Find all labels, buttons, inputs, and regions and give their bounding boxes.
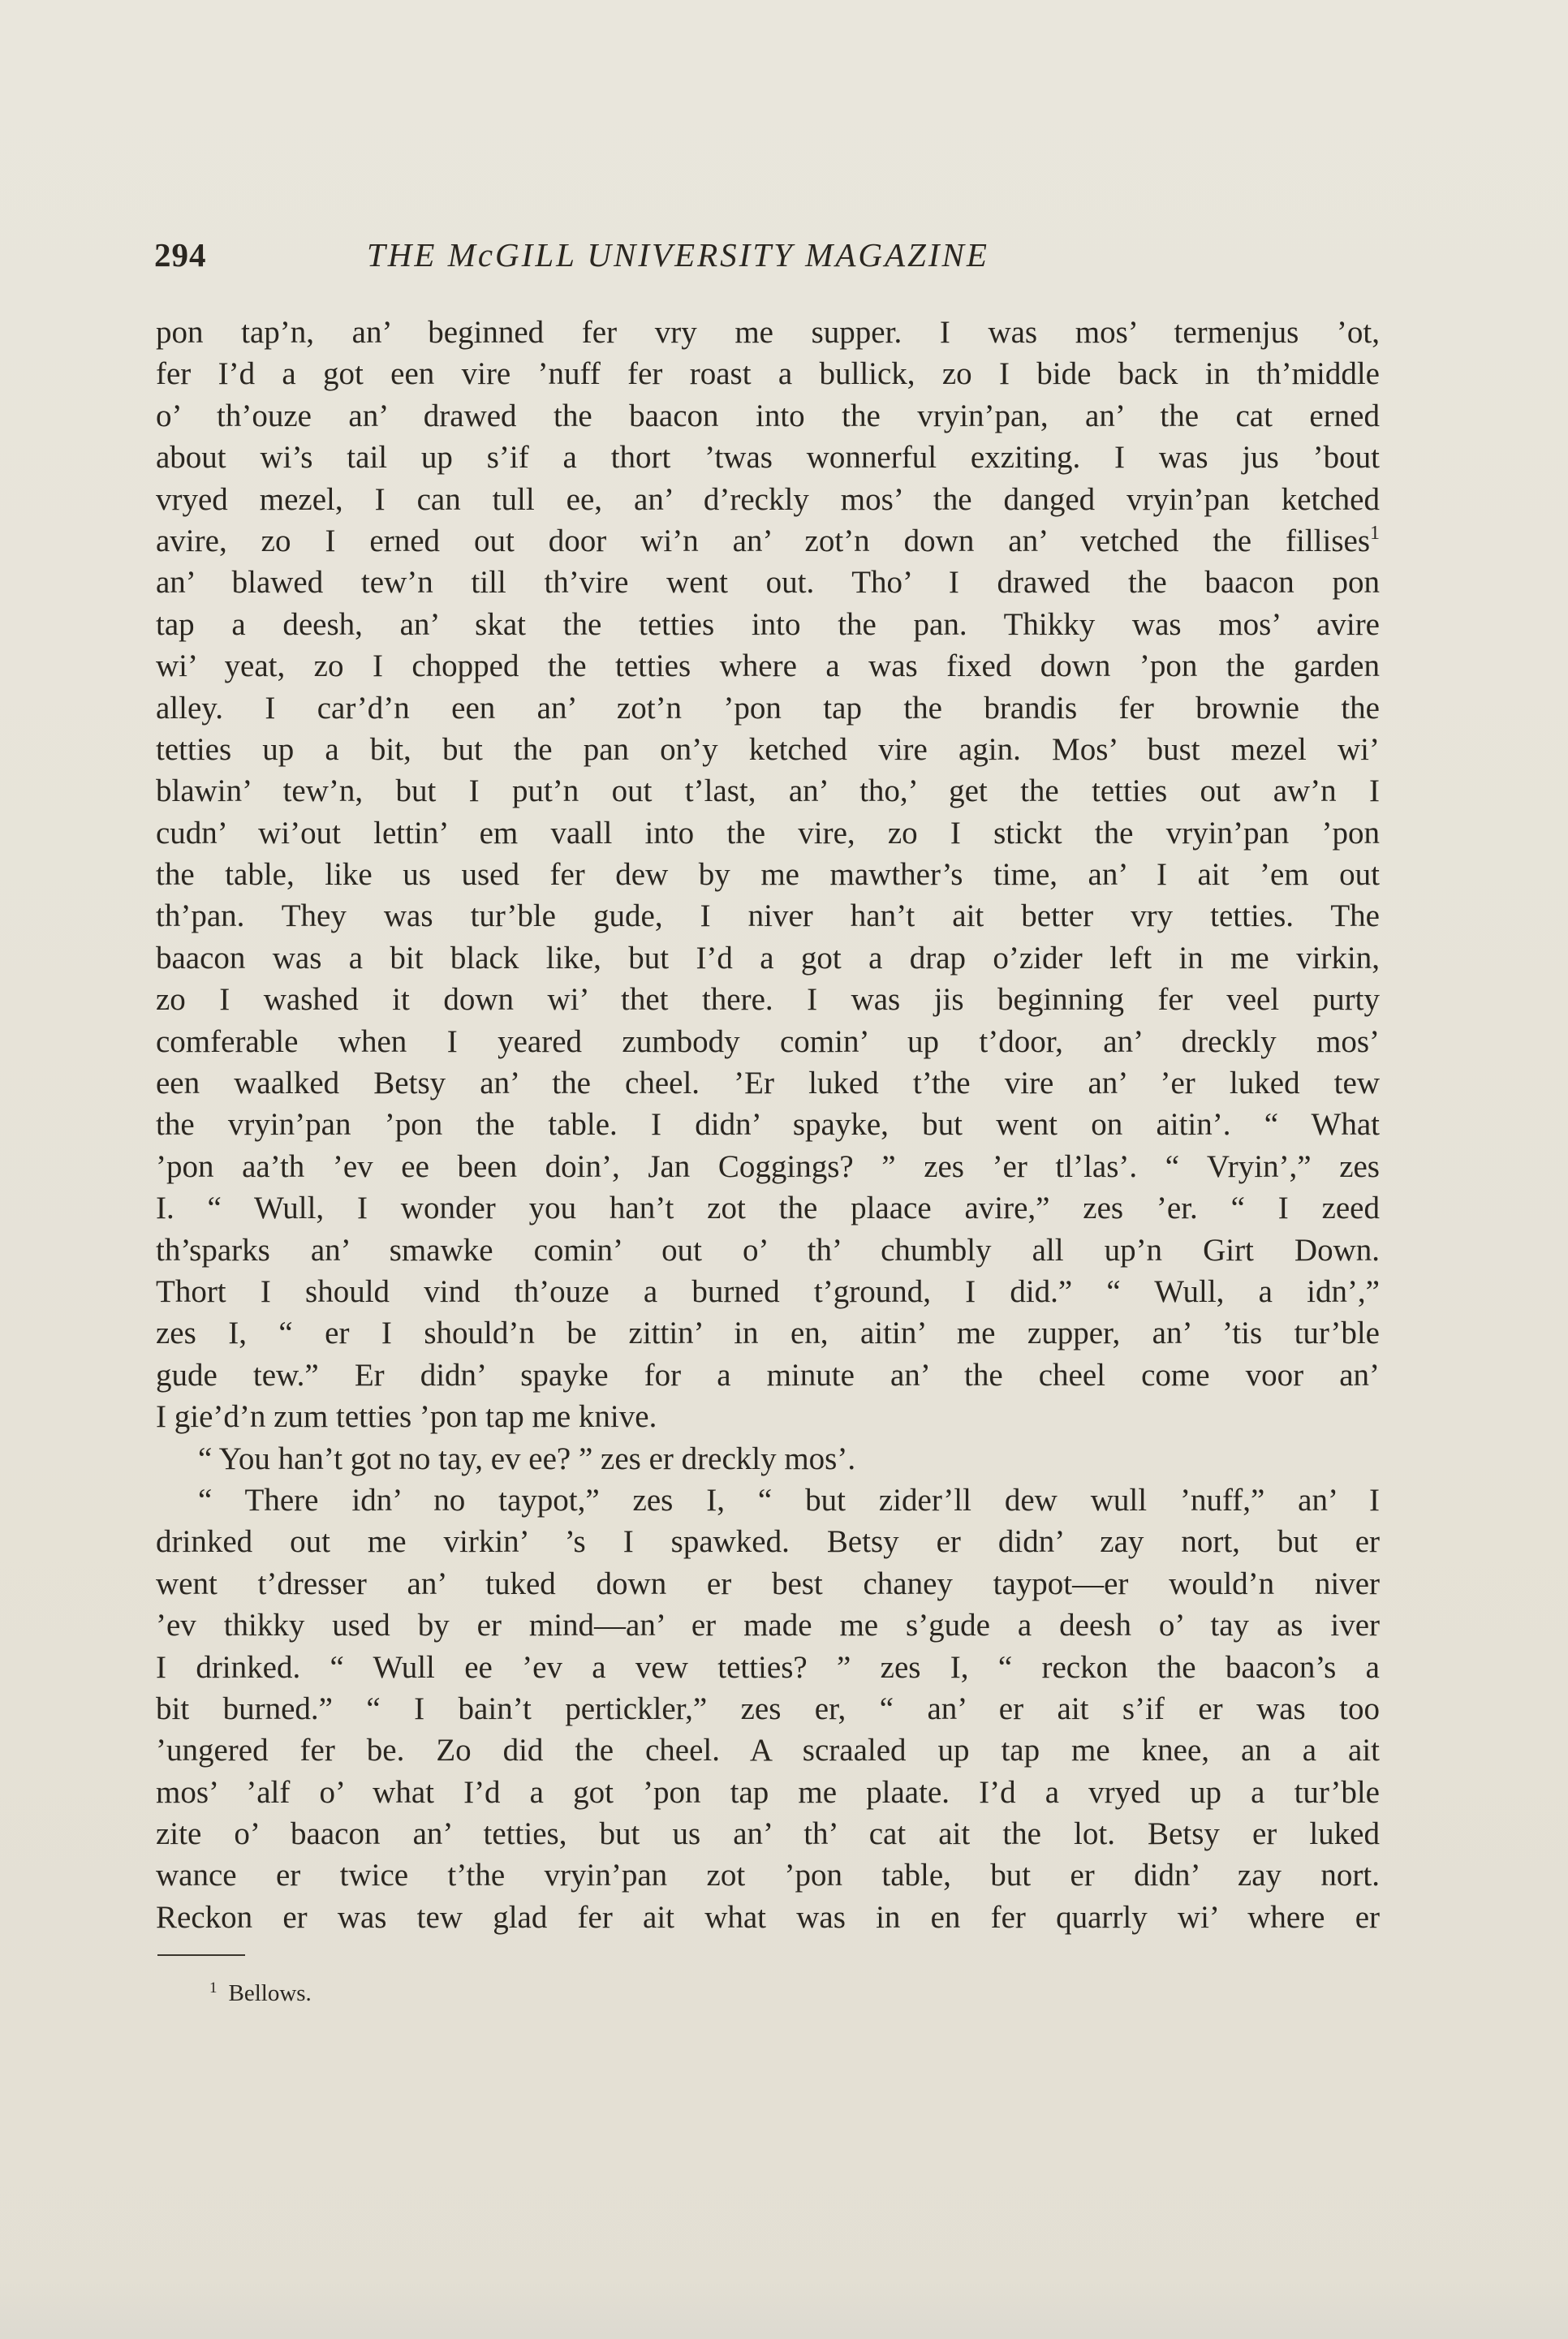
footnote-marker: 1: [209, 1979, 218, 1997]
text-line: zite o’ baacon an’ tetties, but us an’ th’ cat ait the lot. Betsy er luked: [156, 1816, 1380, 1852]
text-line: I gie’d’n zum tetties ’pon tap me knive.: [156, 1399, 657, 1435]
text-line: the table, like us used fer dew by me mawther’s time, an’ I ait ’em out: [156, 857, 1380, 893]
text-line: went t’dresser an’ tuked down er best chaney taypot—er would’n niver: [156, 1566, 1380, 1601]
text-line: Thort I should vind th’ouze a burned t’ground, I did.” “ Wull, a idn’,”: [156, 1273, 1380, 1309]
text-line: wi’ yeat, zo I chopped the tetties where a was fixed down ’pon the garden: [156, 648, 1380, 684]
text-line: mos’ ’alf o’ what I’d a got ’pon tap me plaate. I’d a vryed up a tur’ble: [156, 1774, 1380, 1810]
footnote: [209, 1977, 312, 2009]
text-line: tetties up a bit, but the pan on’y ketched vire agin. Mos’ bust mezel wi’: [156, 731, 1380, 767]
text-line: I. “ Wull, I wonder you han’t zot the plaace avire,” zes ’er. “ I zeed: [156, 1191, 1380, 1226]
footnote-text: Bellows.: [228, 1980, 312, 2006]
text-line: drinked out me virkin’ ’s I spawked. Betsy er didn’ zay nort, but er: [156, 1524, 1380, 1560]
running-title: THE McGILL UNIVERSITY MAGAZINE: [367, 236, 989, 274]
running-header: [154, 235, 1396, 278]
text-line: avire, zo I erned out door wi’n an’ zot’n down an’ vetched the fillises$^1$: [156, 522, 1380, 558]
text-line: “ There idn’ no taypot,” zes I, “ but zider’ll dew wull ’nuff,” an’ I: [198, 1482, 1380, 1518]
text-line: the vryin’pan ’pon the table. I didn’ spayke, but went on aitin’. “ What: [156, 1107, 1380, 1143]
text-line: bit burned.” “ I bain’t perticklеr,” zes er, “ an’ er ait s’if er was too: [156, 1691, 1380, 1726]
page-edge-shadow: [0, 2281, 1568, 2339]
text-line: comferable when I yeared zumbody comin’ up t’door, an’ dreckly mos’: [156, 1023, 1380, 1059]
text-line: wance er twice t’the vryin’pan zot ’pon table, but er didn’ zay nort.: [156, 1858, 1380, 1893]
text-line: about wi’s tail up s’if a thort ’twas wonnerful exziting. I was jus ’bout: [156, 440, 1380, 476]
text-line: an’ blawed tew’n till th’vire went out. Tho’ I drawed the baacon pon: [156, 565, 1380, 601]
text-line: ’ungered fer be. Zo did the cheel. A scraaled up tap me knee, an a ait: [156, 1733, 1380, 1768]
text-line: th’sparks an’ smawke comin’ out o’ th’ chumbly all up’n Girt Down.: [156, 1232, 1380, 1268]
text-line: Reckon er was tew glad fer ait what was in en fer quarrly wi’ where er: [156, 1899, 1380, 1935]
footnote-divider: [157, 1954, 245, 1956]
text-line: baacon was a bit black like, but I’d a got a drap o’zider left in me virkin,: [156, 940, 1380, 976]
text-line: “ You han’t got no tay, ev ee? ” zes er dreckly mos’.: [198, 1441, 856, 1476]
text-line: zes I, “ er I should’n be zittin’ in en, aitin’ me zupper, an’ ’tis tur’ble: [156, 1316, 1380, 1351]
text-line: cudn’ wi’out lettin’ em vaall into the vire, zo I stickt the vryin’pan ’pon: [156, 815, 1380, 851]
text-line: gude tew.” Er didn’ spayke for a minute an’ the cheel come voor an’: [156, 1357, 1380, 1393]
page-number: 294: [154, 236, 207, 274]
text-line: fer I’d a got een vire ’nuff fer roast a bullick, zo I bide back in th’middle: [156, 356, 1380, 392]
text-line: zo I washed it down wi’ thet there. I was jis beginning fer veel purty: [156, 982, 1380, 1018]
text-line: alley. I car’d’n een an’ zot’n ’pon tap the brandis fer brownie the: [156, 690, 1380, 726]
body-text: [156, 312, 1380, 1938]
text-line: pon tap’n, an’ beginned fer vry me supper. I was mos’ termenjus ’ot,: [156, 315, 1380, 350]
text-line: th’pan. They was tur’ble gude, I niver han’t ait better vry tetties. The: [156, 898, 1380, 934]
text-line: ’pon aa’th ’ev ee been doin’, Jan Coggings? ” zes ’er tl’las’. “ Vryin’,” zes: [156, 1148, 1380, 1184]
text-line: tap a deesh, an’ skat the tetties into the pan. Thikky was mos’ avire: [156, 606, 1380, 642]
text-line: I drinked. “ Wull ee ’ev a vew tetties? ” zes I, “ reckon the baacon’s a: [156, 1649, 1380, 1685]
text-line: blawin’ tew’n, but I put’n out t’last, an’ tho,’ get the tetties out aw’n I: [156, 773, 1380, 809]
text-line: een waalked Betsy an’ the cheel. ’Er luked t’the vire an’ ’er luked tew: [156, 1066, 1380, 1101]
footnote-reference: 1: [1370, 522, 1380, 544]
text-line: o’ th’ouze an’ drawed the baacon into the vryin’pan, an’ the cat erned: [156, 398, 1380, 433]
text-line: ’ev thikky used by er mind—an’ er made me s’gude a deesh o’ tay as iver: [156, 1608, 1380, 1643]
text-line: vryed mezel, I can tull ee, an’ d’reckly mos’ the danged vryin’pan ketched: [156, 481, 1380, 517]
